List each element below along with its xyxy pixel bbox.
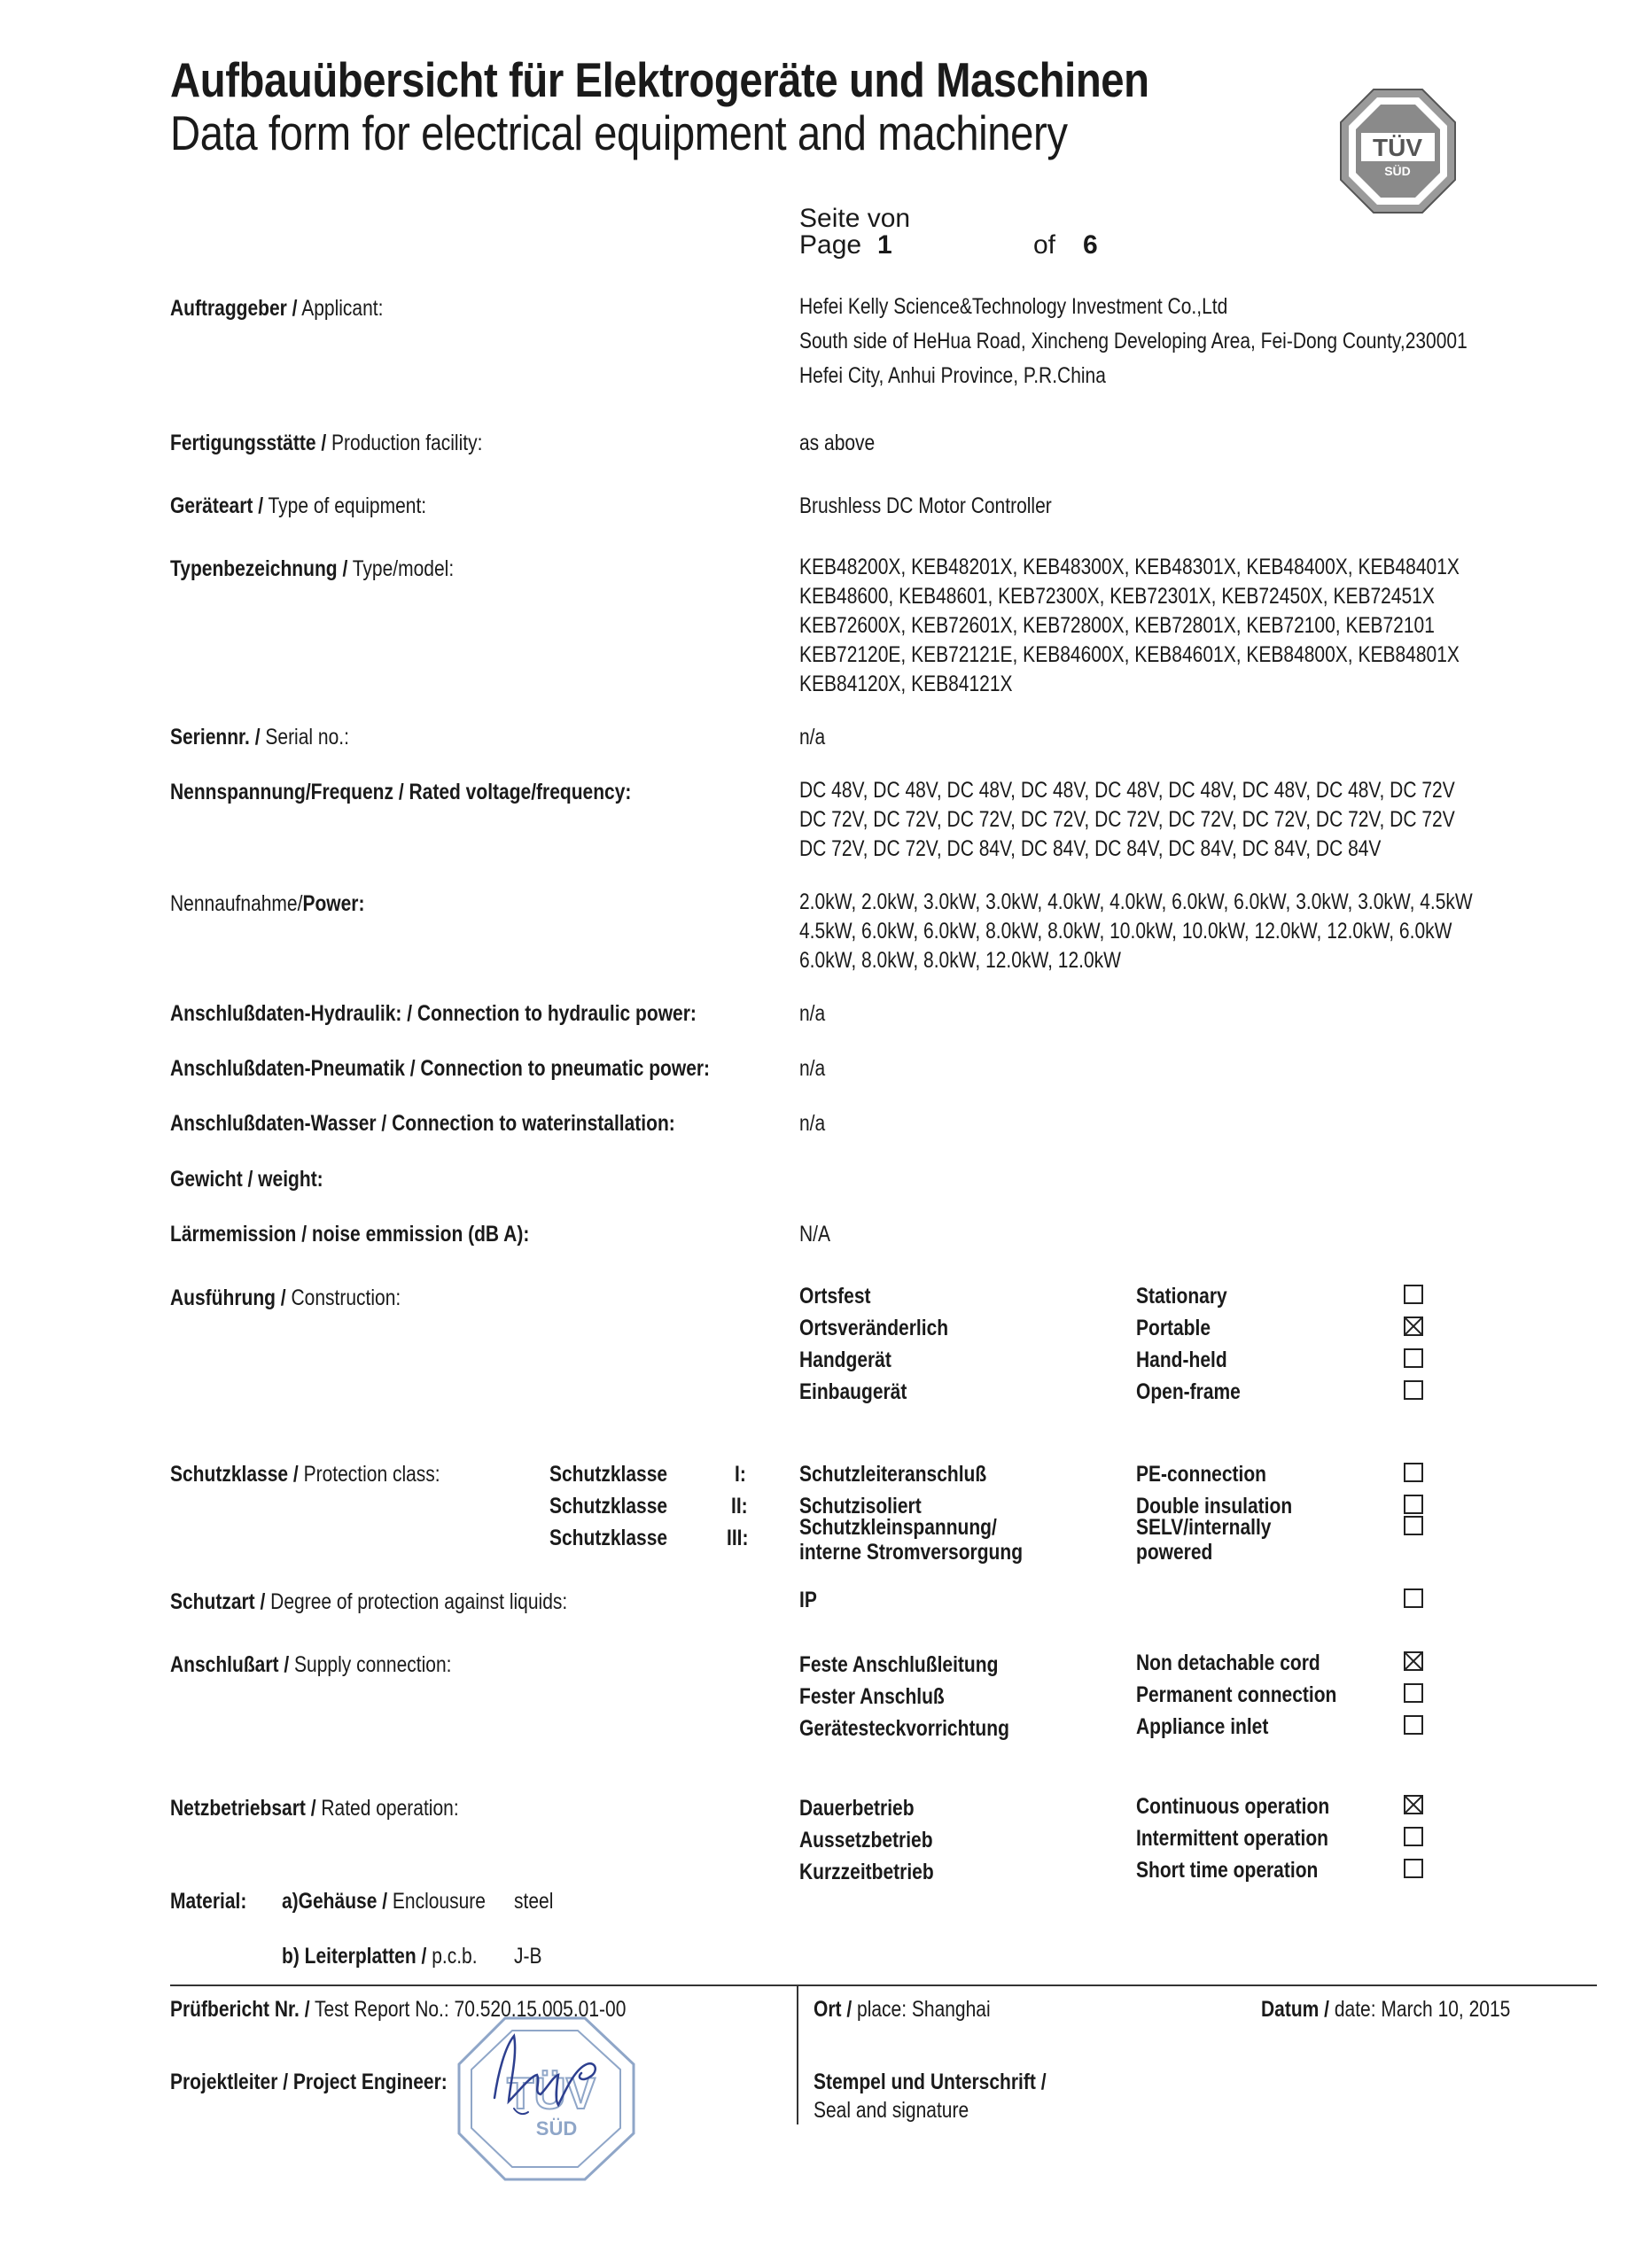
- water-label: Anschlußdaten-Wasser / Connection to waterinstallation:: [170, 1111, 675, 1136]
- protection-class-name: Schutzklasse: [549, 1494, 668, 1518]
- supply-checkbox[interactable]: [1404, 1683, 1423, 1703]
- construction-option-en: Stationary: [1136, 1284, 1227, 1309]
- material-pcb-value: J-B: [514, 1944, 542, 1969]
- hydraulic-value: n/a: [799, 1001, 826, 1026]
- seite-von-label: Seite von: [799, 204, 911, 233]
- supply-option-de: Feste Anschlußleitung: [799, 1652, 999, 1677]
- stamp-text: TÜV: [507, 2069, 596, 2118]
- operation-option-en: Intermittent operation: [1136, 1826, 1329, 1851]
- supply-option-en: Non detachable cord: [1136, 1651, 1320, 1675]
- supply-option-en: Appliance inlet: [1136, 1714, 1269, 1739]
- footer-vertical-divider: [797, 1984, 798, 2124]
- seal-and-signature: Stempel und Unterschrift / Seal and signature: [814, 2070, 1047, 2123]
- protection-class-en: Double insulation: [1136, 1494, 1293, 1518]
- construction-option-de: Handgerät: [799, 1348, 891, 1372]
- noise-value: N/A: [799, 1222, 831, 1247]
- test-report: Prüfbericht Nr. / Test Report No.: 70.520.15.005.01-00: [170, 1997, 627, 2022]
- protection-class-en: SELV/internally powered: [1136, 1515, 1272, 1565]
- serial-label: Seriennr. / Serial no.:: [170, 725, 349, 750]
- construction-checkbox[interactable]: [1404, 1285, 1423, 1304]
- supply-checkbox[interactable]: [1404, 1651, 1423, 1671]
- degree-value: IP: [799, 1588, 817, 1612]
- water-value: n/a: [799, 1111, 826, 1136]
- supply-option-en: Permanent connection: [1136, 1682, 1337, 1707]
- production-label: Fertigungsstätte / Production facility:: [170, 431, 483, 455]
- title-english: Data form for electrical equipment and machinery: [170, 105, 1068, 160]
- supply-option-de: Gerätesteckvorrichtung: [799, 1716, 1009, 1741]
- signature: [479, 2020, 629, 2117]
- operation-option-de: Dauerbetrieb: [799, 1796, 915, 1821]
- protection-class-label: Schutzklasse / Protection class:: [170, 1462, 440, 1487]
- protection-class-name: Schutzklasse: [549, 1526, 668, 1550]
- operation-option-de: Kurzzeitbetrieb: [799, 1860, 934, 1884]
- hydraulic-label: Anschlußdaten-Hydraulik: / Connection to hydraulic power:: [170, 1001, 697, 1026]
- material-label: Material:: [170, 1889, 247, 1914]
- operation-option-en: Short time operation: [1136, 1858, 1319, 1883]
- voltage-label: Nennspannung/Frequenz / Rated voltage/frequency:: [170, 780, 632, 804]
- protection-class-num: III:: [727, 1526, 749, 1550]
- protection-class-num: II:: [731, 1494, 748, 1518]
- pneumatic-label: Anschlußdaten-Pneumatik / Connection to pneumatic power:: [170, 1056, 711, 1081]
- place: Ort / place: Shanghai: [814, 1997, 991, 2022]
- footer-divider: [170, 1984, 1597, 1986]
- tuv-logo: [1338, 87, 1458, 215]
- construction-option-de: Ortsveränderlich: [799, 1316, 949, 1340]
- operation-checkbox[interactable]: [1404, 1859, 1423, 1878]
- construction-option-en: Portable: [1136, 1316, 1211, 1340]
- supply-checkbox[interactable]: [1404, 1715, 1423, 1735]
- stamp-subtext: SÜD: [535, 2117, 578, 2140]
- protection-class-checkbox[interactable]: [1404, 1495, 1423, 1514]
- model-value: KEB48200X, KEB48201X, KEB48300X, KEB48301X, KEB48400X, KEB48401X KEB48600, KEB48601, KEB72300X, KEB72301X, KEB72450X, KEB72451X KEB72600X, KEB72601X, KEB72800X, KEB72801X, KEB72100, KEB72101 KEB72120E, KEB72121E, KEB84600X, KEB84601X, KEB84800X, KEB84801X KEB84120X, KEB84121X: [799, 555, 1460, 696]
- page-total: 6: [1083, 230, 1098, 260]
- construction-option-de: Einbaugerät: [799, 1379, 907, 1404]
- operation-option-en: Continuous operation: [1136, 1794, 1330, 1819]
- page-current: 1: [877, 230, 892, 260]
- operation-option-de: Aussetzbetrieb: [799, 1828, 933, 1852]
- construction-checkbox[interactable]: [1404, 1348, 1423, 1368]
- page-label: Page: [799, 230, 862, 260]
- protection-class-de: Schutzkleinspannung/ interne Stromversorgung: [799, 1515, 1024, 1565]
- protection-class-name: Schutzklasse: [549, 1462, 668, 1487]
- noise-label: Lärmemission / noise emmission (dB A):: [170, 1222, 530, 1247]
- model-label: Typenbezeichnung / Type/model:: [170, 556, 455, 581]
- protection-class-en: PE-connection: [1136, 1462, 1267, 1487]
- applicant-label: Auftraggeber / Applicant:: [170, 296, 384, 321]
- protection-class-num: I:: [735, 1462, 746, 1487]
- construction-option-en: Hand-held: [1136, 1348, 1227, 1372]
- operation-label: Netzbetriebsart / Rated operation:: [170, 1796, 459, 1821]
- protection-class-de: Schutzleiteranschluß: [799, 1462, 987, 1487]
- material-pcb: b) Leiterplatten / p.c.b.: [282, 1944, 478, 1969]
- construction-checkbox[interactable]: [1404, 1380, 1423, 1400]
- supply-label: Anschlußart / Supply connection:: [170, 1652, 452, 1677]
- construction-label: Ausführung / Construction:: [170, 1285, 401, 1310]
- power-label: Nennaufnahme/Power:: [170, 891, 365, 916]
- tuv-logo-text: TÜV: [1373, 134, 1422, 161]
- pneumatic-value: n/a: [799, 1056, 826, 1081]
- equipment-type-label: Geräteart / Type of equipment:: [170, 493, 427, 518]
- power-value: 2.0kW, 2.0kW, 3.0kW, 3.0kW, 4.0kW, 4.0kW, 6.0kW, 6.0kW, 3.0kW, 3.0kW, 4.5kW 4.5kW, 6.0kW, 6.0kW, 8.0kW, 8.0kW, 10.0kW, 10.0kW, 12.0kW, 12.0kW, 6.0kW 6.0kW, 8.0kW, 8.0kW, 12.0kW, 12.0kW: [799, 889, 1473, 973]
- protection-class-checkbox[interactable]: [1404, 1463, 1423, 1482]
- supply-option-de: Fester Anschluß: [799, 1684, 945, 1709]
- production-value: as above: [799, 431, 876, 455]
- construction-option-en: Open-frame: [1136, 1379, 1241, 1404]
- protection-class-checkbox[interactable]: [1404, 1516, 1423, 1535]
- construction-option-de: Ortsfest: [799, 1284, 871, 1309]
- degree-checkbox[interactable]: [1404, 1588, 1423, 1608]
- degree-label: Schutzart / Degree of protection against liquids:: [170, 1589, 568, 1614]
- project-engineer: Projektleiter / Project Engineer:: [170, 2070, 448, 2094]
- of-label: of: [1033, 230, 1056, 260]
- voltage-value: DC 48V, DC 48V, DC 48V, DC 48V, DC 48V, DC 48V, DC 48V, DC 48V, DC 72V DC 72V, DC 72V, DC 72V, DC 72V, DC 72V, DC 72V, DC 72V, DC 72V, DC 72V DC 72V, DC 72V, DC 84V, DC 84V, DC 84V, DC 84V, DC 84V, DC 84V: [799, 778, 1455, 861]
- equipment-type-value: Brushless DC Motor Controller: [799, 493, 1052, 518]
- operation-checkbox[interactable]: [1404, 1827, 1423, 1846]
- construction-checkbox[interactable]: [1404, 1317, 1423, 1336]
- material-enclosure: a)Gehäuse / Enclousure: [282, 1889, 486, 1914]
- weight-label: Gewicht / weight:: [170, 1167, 323, 1192]
- material-enclosure-value: steel: [514, 1889, 554, 1914]
- applicant-value: Hefei Kelly Science&Technology Investment Co.,Ltd South side of HeHua Road, Xincheng Developing Area, Fei-Dong County,230001 Hefei City, Anhui Province, P.R.China: [799, 294, 1468, 388]
- operation-checkbox[interactable]: [1404, 1795, 1423, 1814]
- serial-value: n/a: [799, 725, 826, 750]
- date: Datum / date: March 10, 2015: [1261, 1997, 1511, 2022]
- title-german: Aufbauübersicht für Elektrogeräte und Maschinen: [170, 52, 1149, 107]
- tuv-logo-sub: SÜD: [1384, 164, 1411, 178]
- protection-class-de: Schutzisoliert: [799, 1494, 922, 1518]
